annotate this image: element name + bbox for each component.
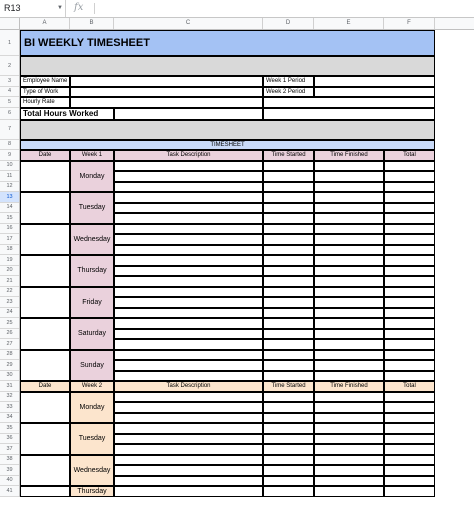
week1-total-cell[interactable]: [384, 329, 435, 340]
week2-finish-cell[interactable]: [314, 392, 384, 403]
week1-start-cell[interactable]: [263, 371, 314, 382]
week1-finish-header: Time Finished: [314, 150, 384, 161]
week1-total-cell[interactable]: [384, 318, 435, 329]
row-header-31[interactable]: 31: [0, 381, 19, 392]
week2-finish-cell[interactable]: [314, 434, 384, 445]
week2-finish-cell[interactable]: [314, 444, 384, 455]
week1-task-cell[interactable]: [114, 371, 263, 382]
week1-start-cell[interactable]: [263, 234, 314, 245]
row-header-25[interactable]: 25: [0, 318, 19, 329]
week2-start-cell[interactable]: [263, 402, 314, 413]
week1-date-header: Date: [20, 150, 70, 161]
row-header-bar: [0, 30, 20, 497]
week2-finish-cell[interactable]: [314, 455, 384, 466]
week1-date-cell[interactable]: [20, 192, 70, 224]
column-header-b[interactable]: B: [70, 18, 114, 29]
week2-date-cell[interactable]: [20, 423, 70, 455]
week1-task-cell[interactable]: [114, 276, 263, 287]
week1-task-cell[interactable]: [114, 255, 263, 266]
week1-total-cell[interactable]: [384, 308, 435, 319]
week1-task-cell[interactable]: [114, 287, 263, 298]
week1-start-cell[interactable]: [263, 318, 314, 329]
week1-date-cell[interactable]: [20, 224, 70, 256]
row-header-15[interactable]: 15: [0, 213, 19, 224]
week1-task-cell[interactable]: [114, 360, 263, 371]
sheet-title: BI WEEKLY TIMESHEET: [20, 30, 435, 56]
row-header-22[interactable]: 22: [0, 287, 19, 298]
week1-task-cell[interactable]: [114, 245, 263, 256]
week1-task-cell[interactable]: [114, 224, 263, 235]
row-header-9[interactable]: 9: [0, 150, 19, 161]
row-header-3[interactable]: 3: [0, 76, 19, 87]
week1-finish-cell[interactable]: [314, 213, 384, 224]
week2-total-cell[interactable]: [384, 392, 435, 403]
select-all-corner[interactable]: [0, 18, 20, 29]
week1-finish-cell[interactable]: [314, 266, 384, 277]
row-header-10[interactable]: 10: [0, 161, 19, 172]
week1-finish-cell[interactable]: [314, 371, 384, 382]
week2-day-label: Monday: [70, 392, 114, 424]
week1-task-cell[interactable]: [114, 308, 263, 319]
week1-finish-cell[interactable]: [314, 161, 384, 172]
week1-start-cell[interactable]: [263, 224, 314, 235]
week1-day-label: Sunday: [70, 350, 114, 382]
row-header-14[interactable]: 14: [0, 203, 19, 214]
employee-name-field[interactable]: [70, 76, 263, 87]
week2-period-field[interactable]: [314, 87, 435, 98]
week2-task-cell[interactable]: [114, 476, 263, 487]
week2-finish-cell[interactable]: [314, 413, 384, 424]
week1-finish-cell[interactable]: [314, 329, 384, 340]
week1-total-cell[interactable]: [384, 350, 435, 361]
week2-finish-cell[interactable]: [314, 402, 384, 413]
row-header-35[interactable]: 35: [0, 423, 19, 434]
hourly-rate-label: Hourly Rate: [20, 97, 70, 108]
week1-finish-cell[interactable]: [314, 171, 384, 182]
week1-date-cell[interactable]: [20, 255, 70, 287]
spreadsheet-grid: [0, 18, 474, 525]
week1-total-cell[interactable]: [384, 339, 435, 350]
week1-start-cell[interactable]: [263, 276, 314, 287]
row-header-37[interactable]: 37: [0, 444, 19, 455]
week2-task-cell[interactable]: [114, 402, 263, 413]
week2-task-cell[interactable]: [114, 486, 263, 497]
total-hours-value[interactable]: [114, 108, 263, 120]
row-header-2[interactable]: 2: [0, 56, 19, 76]
column-header-e[interactable]: E: [314, 18, 384, 29]
week1-task-header: Task Description: [114, 150, 263, 161]
week1-start-cell[interactable]: [263, 339, 314, 350]
week1-finish-cell[interactable]: [314, 182, 384, 193]
week1-total-cell[interactable]: [384, 255, 435, 266]
week1-week-header: Week 1: [70, 150, 114, 161]
week2-start-cell[interactable]: [263, 423, 314, 434]
week1-finish-cell[interactable]: [314, 287, 384, 298]
week2-start-cell[interactable]: [263, 444, 314, 455]
week1-start-cell[interactable]: [263, 161, 314, 172]
week1-task-cell[interactable]: [114, 350, 263, 361]
week2-total-cell[interactable]: [384, 413, 435, 424]
week1-task-cell[interactable]: [114, 203, 263, 214]
week2-day-label: Thursday: [70, 486, 114, 497]
row-header-5[interactable]: 5: [0, 97, 19, 108]
week2-day-label: Tuesday: [70, 423, 114, 455]
week1-finish-cell[interactable]: [314, 234, 384, 245]
week1-task-cell[interactable]: [114, 192, 263, 203]
week1-date-cell[interactable]: [20, 287, 70, 319]
blank-right-5: [263, 97, 435, 108]
column-header-f[interactable]: F: [384, 18, 435, 29]
row-header-40[interactable]: 40: [0, 476, 19, 487]
week2-total-cell[interactable]: [384, 402, 435, 413]
week1-finish-cell[interactable]: [314, 308, 384, 319]
week1-total-cell[interactable]: [384, 161, 435, 172]
week2-finish-cell[interactable]: [314, 486, 384, 497]
week1-start-cell[interactable]: [263, 287, 314, 298]
row-header-28[interactable]: 28: [0, 350, 19, 361]
week2-day-label: Wednesday: [70, 455, 114, 487]
row-header-11[interactable]: 11: [0, 171, 19, 182]
week2-finish-cell[interactable]: [314, 423, 384, 434]
week2-total-cell[interactable]: [384, 465, 435, 476]
week1-start-cell[interactable]: [263, 245, 314, 256]
week1-day-label: Monday: [70, 161, 114, 193]
row-header-27[interactable]: 27: [0, 339, 19, 350]
type-of-work-field[interactable]: [70, 87, 263, 98]
row-header-8[interactable]: 8: [0, 140, 19, 151]
timesheet-header: TIMESHEET: [20, 140, 435, 151]
week1-finish-cell[interactable]: [314, 224, 384, 235]
hourly-rate-field[interactable]: [70, 97, 263, 108]
week1-date-cell[interactable]: [20, 350, 70, 382]
week1-start-cell[interactable]: [263, 203, 314, 214]
week1-finish-cell[interactable]: [314, 245, 384, 256]
week2-start-cell[interactable]: [263, 465, 314, 476]
week2-date-header: Date: [20, 381, 70, 392]
week1-total-cell[interactable]: [384, 245, 435, 256]
row-header-32[interactable]: 32: [0, 392, 19, 403]
week2-finish-cell[interactable]: [314, 476, 384, 487]
row-header-13[interactable]: 13: [0, 192, 19, 203]
row-header-20[interactable]: 20: [0, 266, 19, 277]
row-header-24[interactable]: 24: [0, 308, 19, 319]
column-header-d[interactable]: D: [263, 18, 314, 29]
week1-task-cell[interactable]: [114, 161, 263, 172]
week1-start-cell[interactable]: [263, 255, 314, 266]
week1-start-header: Time Started: [263, 150, 314, 161]
week1-day-label: Wednesday: [70, 224, 114, 256]
blank-right-6: [263, 108, 435, 120]
week1-total-cell[interactable]: [384, 266, 435, 277]
week1-start-cell[interactable]: [263, 182, 314, 193]
week1-task-cell[interactable]: [114, 266, 263, 277]
week2-start-header: Time Started: [263, 381, 314, 392]
row-header-6[interactable]: 6: [0, 108, 19, 120]
week2-task-cell[interactable]: [114, 444, 263, 455]
row-header-30[interactable]: 30: [0, 371, 19, 382]
week2-task-header: Task Description: [114, 381, 263, 392]
week1-day-label: Tuesday: [70, 192, 114, 224]
row-header-16[interactable]: 16: [0, 224, 19, 235]
row-header-38[interactable]: 38: [0, 455, 19, 466]
week1-start-cell[interactable]: [263, 308, 314, 319]
week2-total-cell[interactable]: [384, 455, 435, 466]
row-header-26[interactable]: 26: [0, 329, 19, 340]
name-box[interactable]: R13: [0, 0, 66, 17]
week2-task-cell[interactable]: [114, 413, 263, 424]
week2-total-cell[interactable]: [384, 434, 435, 445]
week1-total-cell[interactable]: [384, 203, 435, 214]
week2-total-cell[interactable]: [384, 486, 435, 497]
fx-icon: fx: [74, 2, 84, 13]
week1-total-cell[interactable]: [384, 224, 435, 235]
week1-start-cell[interactable]: [263, 297, 314, 308]
week2-task-cell[interactable]: [114, 392, 263, 403]
week1-total-header: Total: [384, 150, 435, 161]
column-header-a[interactable]: A: [20, 18, 70, 29]
week1-start-cell[interactable]: [263, 329, 314, 340]
column-header-bar: [0, 18, 474, 30]
week2-start-cell[interactable]: [263, 413, 314, 424]
week2-period-label: Week 2 Period: [263, 87, 314, 98]
week1-task-cell[interactable]: [114, 329, 263, 340]
row-header-7[interactable]: 7: [0, 120, 19, 140]
week1-task-cell[interactable]: [114, 318, 263, 329]
week2-finish-header: Time Finished: [314, 381, 384, 392]
row-header-23[interactable]: 23: [0, 297, 19, 308]
week1-total-cell[interactable]: [384, 213, 435, 224]
row-header-21[interactable]: 21: [0, 276, 19, 287]
week1-finish-cell[interactable]: [314, 318, 384, 329]
formula-bar: [0, 0, 474, 18]
gray-band-middle: [20, 120, 435, 140]
week1-day-label: Thursday: [70, 255, 114, 287]
week2-date-cell[interactable]: [20, 455, 70, 487]
week2-task-cell[interactable]: [114, 455, 263, 466]
week1-date-cell[interactable]: [20, 161, 70, 193]
week2-total-cell[interactable]: [384, 444, 435, 455]
row-header-12[interactable]: 12: [0, 182, 19, 193]
week1-task-cell[interactable]: [114, 339, 263, 350]
row-header-41[interactable]: 41: [0, 486, 19, 497]
week2-start-cell[interactable]: [263, 476, 314, 487]
week1-start-cell[interactable]: [263, 360, 314, 371]
week2-total-cell[interactable]: [384, 476, 435, 487]
row-header-19[interactable]: 19: [0, 255, 19, 266]
week1-total-cell[interactable]: [384, 234, 435, 245]
gray-band-top: [20, 56, 435, 76]
week1-task-cell[interactable]: [114, 182, 263, 193]
week1-finish-cell[interactable]: [314, 360, 384, 371]
week2-total-cell[interactable]: [384, 423, 435, 434]
week1-date-cell[interactable]: [20, 318, 70, 350]
week2-task-cell[interactable]: [114, 423, 263, 434]
week1-start-cell[interactable]: [263, 350, 314, 361]
week2-start-cell[interactable]: [263, 486, 314, 497]
row-header-33[interactable]: 33: [0, 402, 19, 413]
row-header-1[interactable]: 1: [0, 30, 19, 56]
week2-start-cell[interactable]: [263, 455, 314, 466]
week1-total-cell[interactable]: [384, 192, 435, 203]
row-header-34[interactable]: 34: [0, 413, 19, 424]
week1-total-cell[interactable]: [384, 371, 435, 382]
week1-finish-cell[interactable]: [314, 203, 384, 214]
type-of-work-label: Type of Work: [20, 87, 70, 98]
week1-task-cell[interactable]: [114, 213, 263, 224]
week1-period-label: Week 1 Period: [263, 76, 314, 87]
week1-day-label: Saturday: [70, 318, 114, 350]
column-header-c[interactable]: C: [114, 18, 263, 29]
week2-task-cell[interactable]: [114, 434, 263, 445]
week2-task-cell[interactable]: [114, 465, 263, 476]
week2-week-header: Week 2: [70, 381, 114, 392]
week1-finish-cell[interactable]: [314, 276, 384, 287]
week1-start-cell[interactable]: [263, 213, 314, 224]
week1-total-cell[interactable]: [384, 276, 435, 287]
week1-finish-cell[interactable]: [314, 339, 384, 350]
week2-finish-cell[interactable]: [314, 465, 384, 476]
week1-start-cell[interactable]: [263, 266, 314, 277]
week1-period-field[interactable]: [314, 76, 435, 87]
week1-task-cell[interactable]: [114, 297, 263, 308]
week1-total-cell[interactable]: [384, 287, 435, 298]
row-header-17[interactable]: 17: [0, 234, 19, 245]
row-header-18[interactable]: 18: [0, 245, 19, 256]
week1-finish-cell[interactable]: [314, 255, 384, 266]
week1-finish-cell[interactable]: [314, 297, 384, 308]
week1-start-cell[interactable]: [263, 171, 314, 182]
week2-date-cell[interactable]: [20, 486, 70, 497]
week1-total-cell[interactable]: [384, 360, 435, 371]
formula-separator: [94, 3, 95, 14]
row-header-4[interactable]: 4: [0, 87, 19, 98]
week1-finish-cell[interactable]: [314, 192, 384, 203]
row-header-36[interactable]: 36: [0, 434, 19, 445]
week1-start-cell[interactable]: [263, 192, 314, 203]
week1-day-label: Friday: [70, 287, 114, 319]
week1-total-cell[interactable]: [384, 171, 435, 182]
week2-date-cell[interactable]: [20, 392, 70, 424]
week1-task-cell[interactable]: [114, 171, 263, 182]
row-header-29[interactable]: 29: [0, 360, 19, 371]
week2-total-header: Total: [384, 381, 435, 392]
total-hours-label: Total Hours Worked: [20, 108, 114, 120]
week1-task-cell[interactable]: [114, 234, 263, 245]
week1-total-cell[interactable]: [384, 297, 435, 308]
chevron-down-icon[interactable]: ▼: [57, 5, 63, 11]
week2-start-cell[interactable]: [263, 434, 314, 445]
employee-name-label: Employee Name: [20, 76, 70, 87]
week2-start-cell[interactable]: [263, 392, 314, 403]
week1-total-cell[interactable]: [384, 182, 435, 193]
row-header-39[interactable]: 39: [0, 465, 19, 476]
week1-finish-cell[interactable]: [314, 350, 384, 361]
